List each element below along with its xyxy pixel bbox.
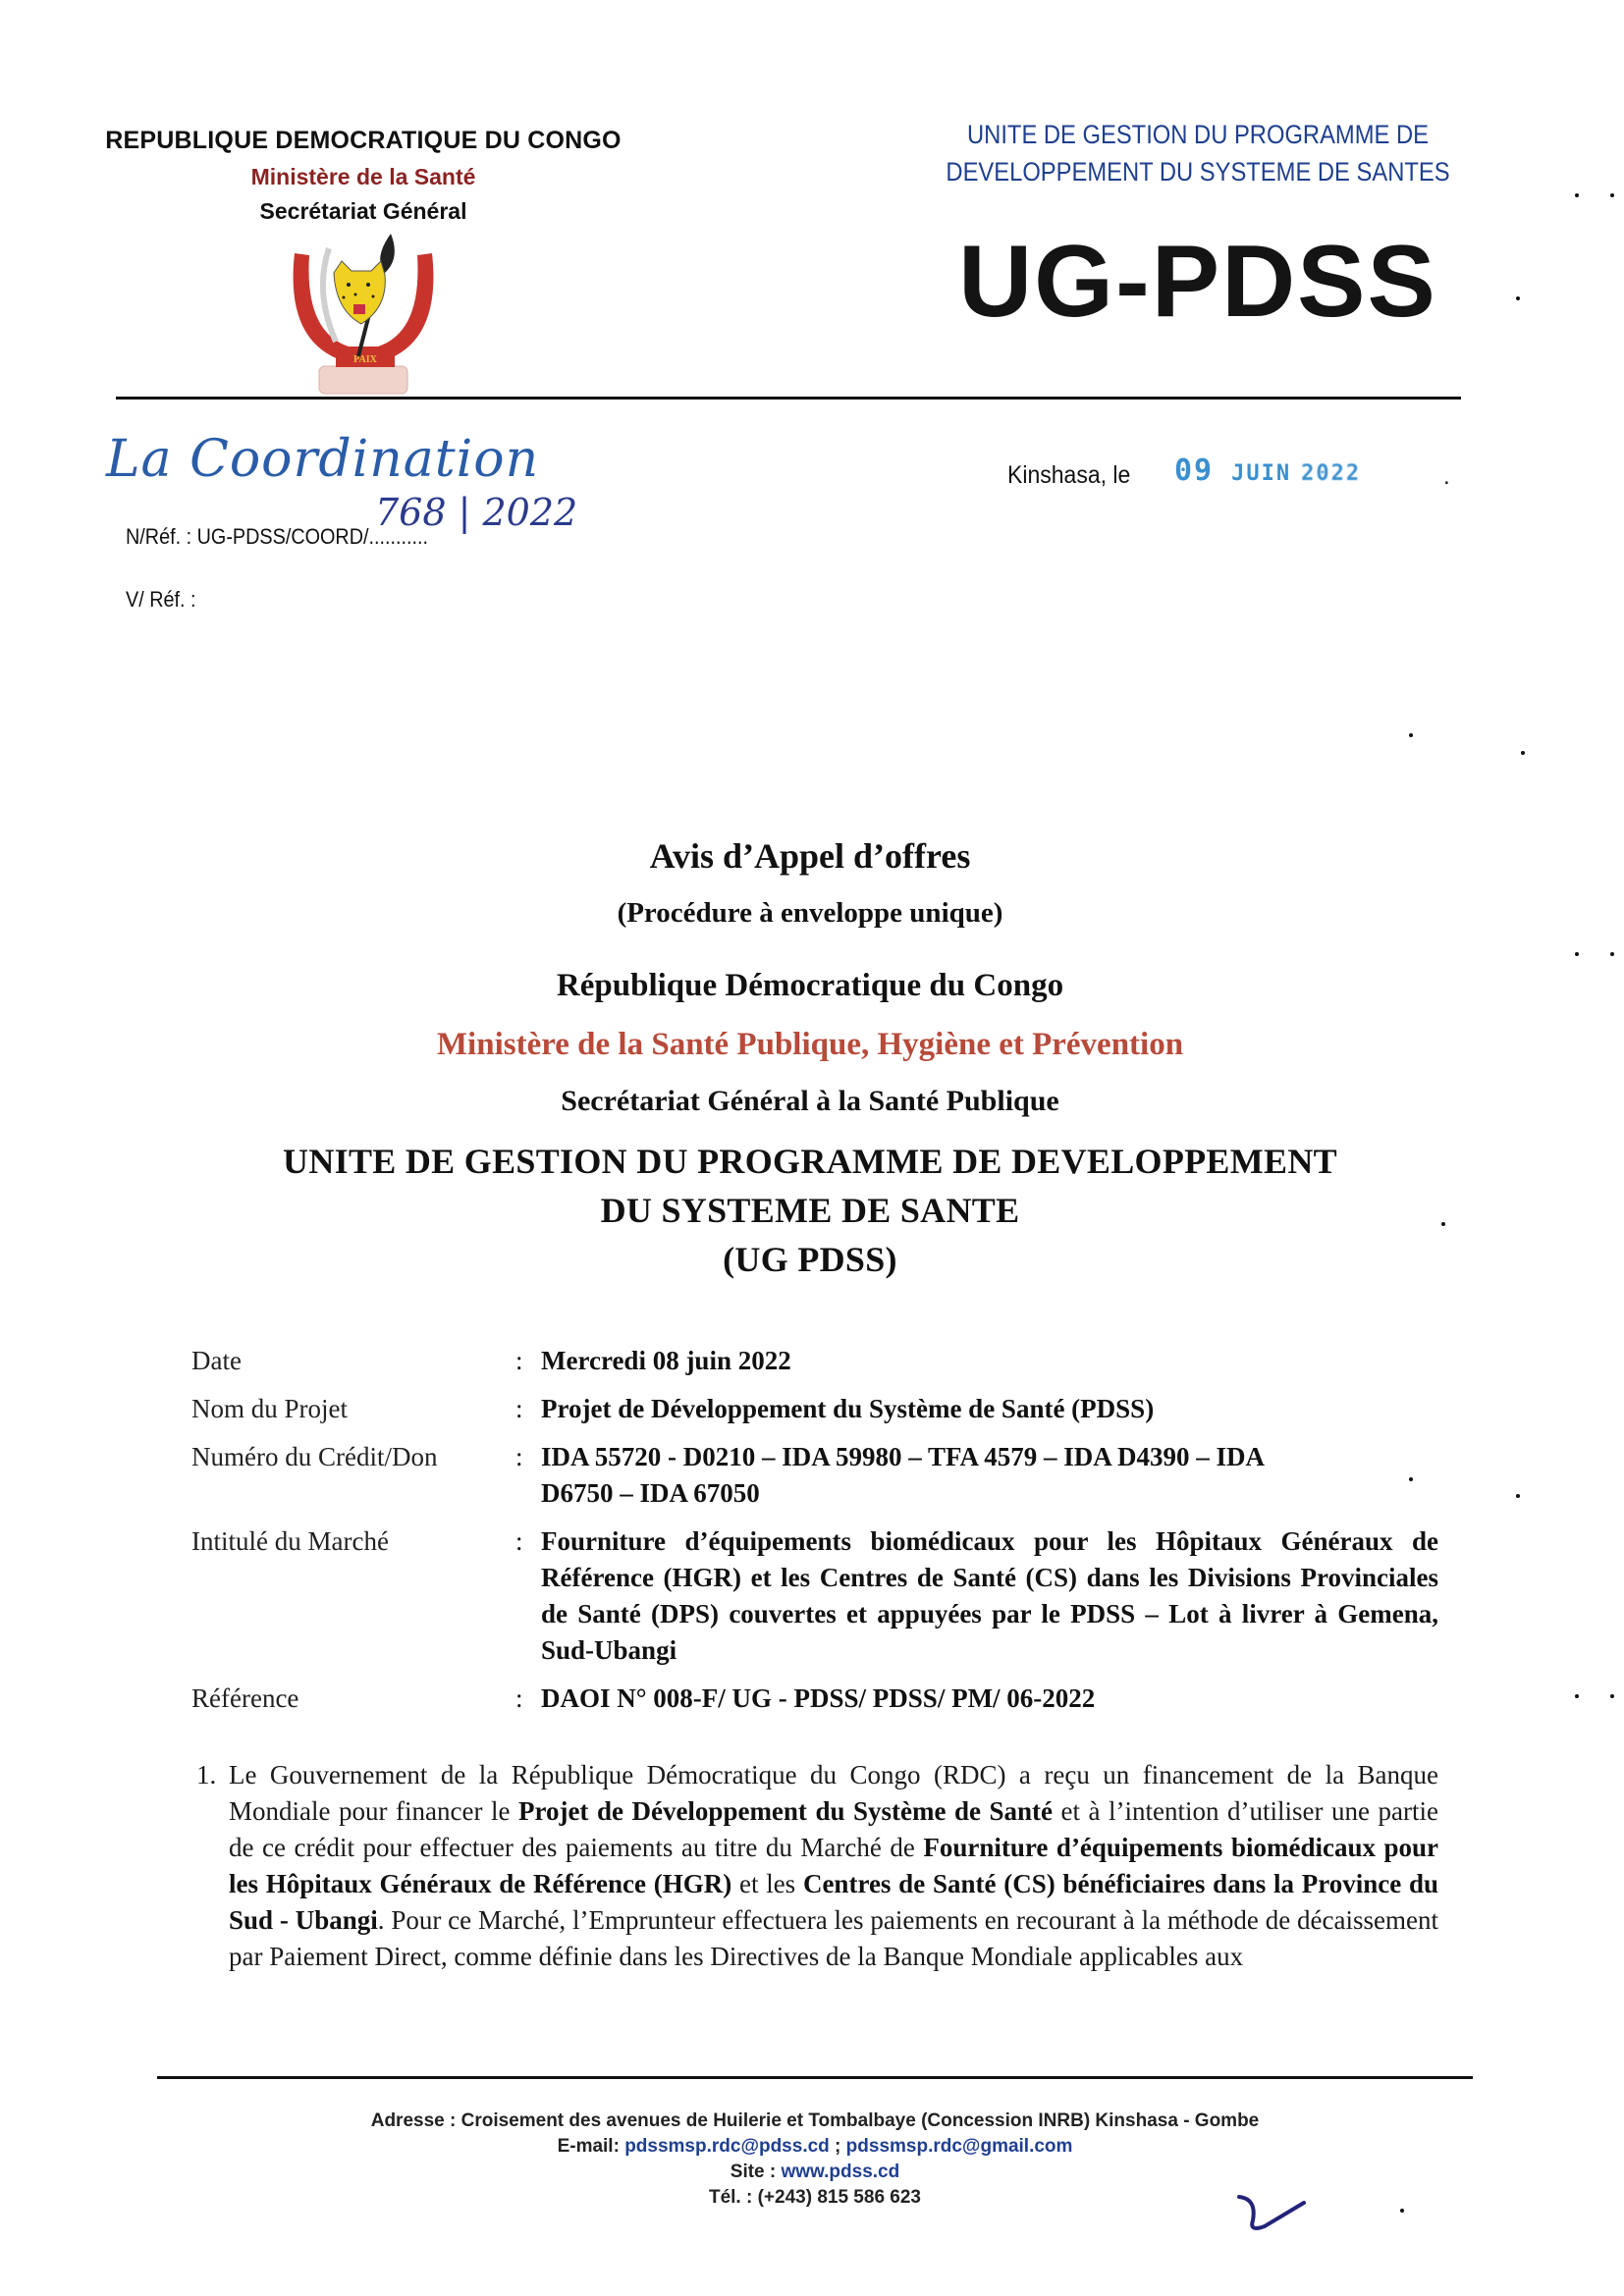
footer-site-line xyxy=(196,2160,1434,2185)
header-divider xyxy=(116,397,1461,400)
scan-speck xyxy=(1441,1222,1445,1226)
footer-site-link[interactable]: www.pdss.cd xyxy=(781,2162,900,2182)
paragraph-text: et à l’intention d’utiliser une partie de ce crédit pour effectuer des paiements au titre du Marché de xyxy=(229,1796,1438,1862)
scan-speck xyxy=(1521,751,1525,755)
details-row-reference xyxy=(191,1681,1438,1717)
scan-speck xyxy=(1610,1694,1614,1698)
details-colon: : xyxy=(515,1683,523,1713)
details-row-project xyxy=(191,1391,1438,1427)
footer-email-separator: ; xyxy=(829,2136,846,2157)
handwritten-initial-icon xyxy=(1235,2191,1314,2240)
scan-speck xyxy=(1516,1494,1520,1498)
scan-speck xyxy=(1516,296,1520,300)
unit-acronym-logo: UG-PDSS xyxy=(958,225,1437,339)
details-value: Mercredi 08 juin 2022 xyxy=(541,1346,791,1375)
details-row-credit xyxy=(191,1439,1438,1512)
paragraph-body xyxy=(229,1757,1438,1975)
notice-ministry: Ministère de la Santé Publique, Hygiène et Prévention xyxy=(436,1027,1184,1062)
unit-name-line1: UNITE DE GESTION DU PROGRAMME DE xyxy=(967,120,1429,149)
details-label: Intitulé du Marché xyxy=(191,1526,389,1556)
footer-email-line xyxy=(196,2134,1434,2160)
footer-email-2[interactable]: pdssmsp.rdc@gmail.com xyxy=(845,2136,1073,2157)
date-stamp-day: 09 xyxy=(1174,454,1215,488)
details-value: DAOI N° 008-F/ UG - PDSS/ PDSS/ PM/ 06-2022 xyxy=(541,1683,1096,1713)
notice-subtitle: (Procédure à enveloppe unique) xyxy=(617,897,1003,929)
footer-email-1[interactable]: pdssmsp.rdc@pdss.cd xyxy=(624,2136,830,2157)
your-reference: V/ Réf. : xyxy=(126,587,196,612)
notice-country: République Démocratique du Congo xyxy=(556,968,1064,1003)
details-table xyxy=(191,1343,1438,1729)
scan-speck xyxy=(1400,2209,1404,2213)
details-label: Numéro du Crédit/Don xyxy=(191,1442,438,1471)
place-label: Kinshasa, le xyxy=(1007,461,1131,489)
our-reference-handwritten: 768 | 2022 xyxy=(375,491,578,534)
country-name: REPUBLIQUE DEMOCRATIQUE DU CONGO xyxy=(105,127,622,154)
footer-phone: Tél. : (+243) 815 586 623 xyxy=(708,2187,921,2208)
drc-coat-of-arms-icon xyxy=(275,234,452,400)
paragraph-text: . Pour ce Marché, l’Emprunteur effectuera les paiements en recourant à la méthode de décaissement par Paiement Direct, comme définie dans les Directives de la Banque Mondiale applicables aux xyxy=(229,1905,1438,1971)
date-stamp xyxy=(1174,454,1361,488)
footer-divider xyxy=(157,2076,1473,2079)
ministry-name: Ministère de la Santé xyxy=(250,164,476,189)
scan-speck xyxy=(1575,193,1579,197)
details-row-contract xyxy=(191,1523,1438,1669)
notice-unit-line1: UNITE DE GESTION DU PROGRAMME DE DEVELOPPEMENT xyxy=(283,1142,1337,1181)
footer-site-label: Site : xyxy=(730,2162,782,2182)
letterhead-left xyxy=(59,123,668,227)
details-colon: : xyxy=(515,1394,523,1423)
details-value: Projet de Développement du Système de Santé (PDSS) xyxy=(541,1394,1155,1423)
unit-name-line2: DEVELOPPEMENT DU SYSTEME DE SANTES xyxy=(946,157,1450,187)
date-stamp-month: JUIN xyxy=(1231,461,1292,486)
scan-speck xyxy=(1575,952,1579,956)
paragraph-text: et les xyxy=(731,1869,803,1898)
paragraph-emphasis: Projet de Développement du Système de Santé xyxy=(517,1796,1054,1826)
scan-speck xyxy=(1610,952,1614,956)
details-colon: : xyxy=(515,1526,523,1556)
date-trailing-dot: . xyxy=(1443,463,1450,490)
details-row-date xyxy=(191,1343,1438,1379)
svg-text:PAIX: PAIX xyxy=(353,354,377,365)
notice-title: Avis d’Appel d’offres xyxy=(649,836,971,876)
notice-title-block xyxy=(196,834,1424,1284)
notice-secretariat: Secrétariat Général à la Santé Publique xyxy=(561,1085,1059,1117)
paragraph-emphasis: Fourniture d’équipements biomédicaux pour les Hôpitaux Généraux de Référence (HGR) xyxy=(229,1833,1438,1898)
details-colon: : xyxy=(515,1442,523,1471)
footer-address: Adresse : Croisement des avenues de Huilerie et Tombalbaye (Concession INRB) Kinshasa - Gombe xyxy=(370,2110,1260,2131)
details-label: Date xyxy=(191,1346,242,1375)
paragraph-text: Le Gouvernement de la République Démocratique du Congo (RDC) a reçu un financement de la Banque Mondiale pour financer le xyxy=(229,1760,1438,1826)
paragraph-number: 1. xyxy=(196,1760,217,1789)
our-reference: N/Réf. : UG-PDSS/COORD/........... xyxy=(126,524,429,549)
details-label: Nom du Projet xyxy=(191,1394,348,1423)
details-colon: : xyxy=(515,1346,523,1375)
notice-unit-line3: (UG PDSS) xyxy=(723,1240,897,1279)
footer-email-label: E-mail: xyxy=(557,2136,625,2157)
scan-speck xyxy=(1409,1477,1413,1481)
paragraph-emphasis: Centres de Santé (CS) bénéficiaires dans la Province du Sud - Ubangi xyxy=(229,1869,1438,1935)
scan-speck xyxy=(1610,193,1614,197)
paragraph-1 xyxy=(196,1757,1438,1975)
notice-unit-line2: DU SYSTEME DE SANTE xyxy=(600,1191,1020,1230)
letterhead-right xyxy=(864,116,1532,339)
details-label: Référence xyxy=(191,1683,299,1713)
details-value: IDA 55720 - D0210 – IDA 59980 – TFA 4579 – IDA D4390 – IDA D6750 – IDA 67050 xyxy=(541,1442,1264,1508)
secretariat-name: Secrétariat Général xyxy=(259,198,467,224)
date-stamp-year: 2022 xyxy=(1301,461,1362,486)
office-name: La Coordination xyxy=(106,430,540,489)
scan-speck xyxy=(1575,1694,1579,1698)
scan-speck xyxy=(1409,733,1413,737)
details-value: Fourniture d’équipements biomédicaux pour les Hôpitaux Généraux de Référence (HGR) et les Centres de Santé (CS) dans les Divisions Provinciales de Santé (DPS) couvertes et appuyées par le PDSS – Lot à livrer à Gemena, Sud-Ubangi xyxy=(541,1526,1438,1665)
